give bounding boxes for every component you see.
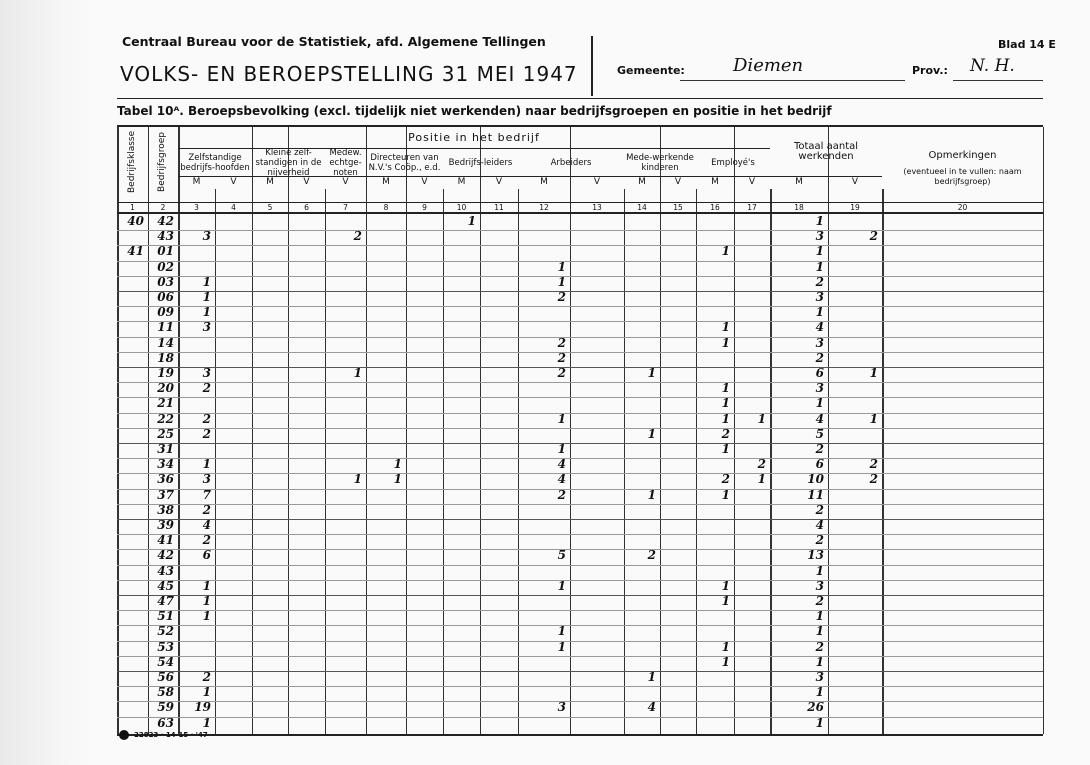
row-rule bbox=[117, 565, 1043, 566]
sex-label: V bbox=[303, 177, 310, 187]
table-cell: 1 bbox=[557, 442, 566, 456]
sheet-number: Blad 14 E bbox=[998, 38, 1056, 51]
group-header: Medew. echtge-noten bbox=[329, 147, 362, 178]
table-cell: 02 bbox=[157, 259, 174, 274]
table-cell: 1 bbox=[647, 670, 656, 684]
table-cell: 63 bbox=[157, 715, 174, 730]
table-cell: 1 bbox=[815, 715, 824, 730]
table-cell: 06 bbox=[157, 290, 174, 304]
table-cell: 2 bbox=[815, 594, 824, 608]
table-cell: 43 bbox=[157, 229, 174, 244]
table-cell: 2 bbox=[815, 533, 824, 548]
sex-label: V bbox=[593, 177, 601, 187]
row-rule bbox=[117, 489, 1043, 490]
sex-label: V bbox=[851, 177, 859, 187]
table-cell: 2 bbox=[815, 502, 824, 517]
row-rule bbox=[117, 717, 1043, 718]
table-cell: 43 bbox=[157, 563, 174, 578]
table-cell: 2 bbox=[557, 366, 566, 380]
column-number: 8 bbox=[383, 203, 389, 212]
table-cell: 56 bbox=[157, 670, 174, 684]
gemeente-value: Diemen bbox=[733, 55, 804, 76]
table-cell: 19 bbox=[157, 366, 174, 380]
row-rule bbox=[117, 413, 1043, 414]
positie-heading: Positie in het bedrijf bbox=[408, 130, 540, 144]
table-cell: 1 bbox=[721, 487, 730, 502]
table-cell: 10 bbox=[807, 472, 824, 487]
print-code: 22823 · 14-15 · '47 bbox=[134, 731, 208, 739]
row-rule bbox=[117, 504, 1043, 505]
table-cell: 3 bbox=[815, 381, 824, 396]
table-cell: 2 bbox=[647, 548, 656, 563]
gemeente-label: Gemeente: bbox=[617, 64, 685, 77]
row-rule bbox=[117, 519, 1043, 520]
table-cell: 21 bbox=[157, 396, 174, 411]
table-cell: 4 bbox=[815, 411, 824, 426]
table-cell: 1 bbox=[557, 274, 566, 289]
column-number: 3 bbox=[194, 203, 199, 212]
table-cell: 1 bbox=[557, 259, 566, 274]
table-cell: 26 bbox=[807, 700, 824, 715]
table-cell: 2 bbox=[721, 472, 730, 487]
column-number: 12 bbox=[539, 203, 549, 212]
row-rule bbox=[117, 261, 1043, 262]
sex-label: M bbox=[457, 177, 466, 187]
column-rule bbox=[1043, 127, 1044, 734]
table-cell: 2 bbox=[815, 274, 824, 289]
column-rule bbox=[570, 127, 571, 734]
number-rule bbox=[117, 212, 1043, 214]
table-cell: 1 bbox=[721, 442, 730, 456]
column-rule bbox=[480, 127, 481, 734]
header-divider bbox=[591, 36, 593, 96]
column-number: 16 bbox=[710, 203, 720, 212]
column-rule bbox=[288, 127, 289, 734]
table-cell: 03 bbox=[157, 274, 174, 289]
table-cell: 2 bbox=[815, 350, 824, 365]
table-cell: 6 bbox=[815, 366, 824, 380]
table-cell: 5 bbox=[557, 548, 566, 563]
table-cell: 1 bbox=[815, 259, 824, 274]
table-cell: 19 bbox=[194, 700, 211, 715]
sex-label: M bbox=[540, 177, 548, 187]
column-number: 7 bbox=[343, 203, 348, 212]
table-cell: 11 bbox=[157, 320, 174, 335]
row-rule bbox=[117, 276, 1043, 277]
table-cell: 1 bbox=[757, 472, 766, 487]
table-cell: 1 bbox=[815, 214, 824, 228]
opmerkingen-header: Opmerkingen bbox=[928, 150, 997, 161]
table-cell: 1 bbox=[757, 411, 766, 426]
column-number: 4 bbox=[231, 203, 236, 212]
prov-value: N. H. bbox=[970, 56, 1015, 76]
sex-label: M bbox=[795, 177, 803, 187]
bedrijfsklasse-header: Bedrijfsklasse bbox=[127, 130, 137, 193]
scan-margin bbox=[0, 0, 95, 765]
header-rule bbox=[117, 98, 1043, 99]
table-cell: 1 bbox=[557, 578, 566, 593]
column-rule bbox=[325, 189, 326, 734]
column-number: 11 bbox=[494, 203, 504, 212]
column-rule bbox=[624, 189, 625, 734]
row-rule bbox=[117, 686, 1043, 687]
sex-label: V bbox=[342, 177, 349, 187]
table-cell: 6 bbox=[815, 457, 824, 472]
column-rule bbox=[734, 127, 735, 734]
sex-label: M bbox=[711, 177, 719, 187]
table-cell: 2 bbox=[202, 502, 211, 517]
table-cell: 42 bbox=[157, 548, 174, 563]
table-cell: 4 bbox=[815, 320, 824, 335]
table-cell: 1 bbox=[202, 290, 211, 304]
column-rule bbox=[406, 127, 407, 734]
sex-label: V bbox=[748, 177, 756, 187]
row-rule bbox=[117, 443, 1043, 444]
table-cell: 3 bbox=[815, 335, 824, 350]
table-cell: 14 bbox=[157, 335, 174, 350]
table-cell: 1 bbox=[202, 609, 211, 624]
column-number: 9 bbox=[422, 203, 427, 212]
row-rule bbox=[117, 641, 1043, 642]
column-rule bbox=[443, 189, 444, 734]
table-cell: 1 bbox=[815, 685, 824, 700]
column-number: 14 bbox=[637, 203, 647, 212]
table-cell: 58 bbox=[157, 685, 174, 700]
table-cell: 1 bbox=[202, 274, 211, 289]
table-cell: 39 bbox=[157, 518, 174, 532]
table-cell: 3 bbox=[202, 366, 211, 380]
table-cell: 1 bbox=[815, 244, 824, 259]
group-header: Arbeiders bbox=[550, 157, 592, 168]
row-rule bbox=[117, 701, 1043, 702]
row-rule bbox=[117, 610, 1043, 611]
table-cell: 2 bbox=[869, 472, 878, 487]
printer-logo-icon bbox=[119, 730, 129, 740]
table-cell: 36 bbox=[157, 472, 174, 487]
table-cell: 51 bbox=[157, 609, 174, 624]
table-cell: 3 bbox=[815, 290, 824, 304]
table-cell: 25 bbox=[157, 426, 174, 441]
table-cell: 4 bbox=[557, 457, 566, 472]
table-cell: 1 bbox=[721, 639, 730, 654]
table-cell: 1 bbox=[353, 472, 362, 487]
table-cell: 45 bbox=[157, 578, 174, 593]
group-header: Bedrijfs-leiders bbox=[448, 157, 513, 168]
table-cell: 42 bbox=[157, 214, 174, 228]
table-cell: 54 bbox=[157, 654, 174, 669]
table-cell: 1 bbox=[721, 381, 730, 396]
table-cell: 31 bbox=[157, 442, 174, 456]
row-rule bbox=[117, 321, 1043, 322]
row-rule bbox=[117, 625, 1043, 626]
table-cell: 37 bbox=[157, 487, 174, 502]
table-cell: 2 bbox=[557, 487, 566, 502]
table-cell: 2 bbox=[202, 411, 211, 426]
sex-label: M bbox=[192, 177, 201, 187]
row-rule bbox=[117, 352, 1043, 353]
table-cell: 1 bbox=[721, 578, 730, 593]
table-cell: 53 bbox=[157, 639, 174, 654]
sex-label: V bbox=[495, 177, 503, 187]
group-header: Mede-werkende kinderen bbox=[626, 152, 694, 173]
table-cell: 1 bbox=[557, 411, 566, 426]
sex-label: M bbox=[382, 177, 390, 187]
table-cell: 1 bbox=[721, 335, 730, 350]
table-cell: 2 bbox=[202, 426, 211, 441]
table-cell: 2 bbox=[757, 457, 766, 472]
table-cell: 6 bbox=[202, 548, 211, 563]
sex-label: V bbox=[421, 177, 428, 187]
table-cell: 1 bbox=[721, 396, 730, 411]
row-rule bbox=[117, 458, 1043, 459]
column-number: 10 bbox=[456, 203, 467, 212]
row-rule bbox=[117, 428, 1043, 429]
table-cell: 59 bbox=[157, 700, 174, 715]
column-number: 19 bbox=[850, 203, 860, 212]
table-cell: 1 bbox=[393, 472, 402, 487]
table-cell: 1 bbox=[647, 487, 656, 502]
sex-label: M bbox=[638, 177, 646, 187]
row-rule bbox=[117, 245, 1043, 246]
sex-label: V bbox=[230, 177, 237, 187]
table-cell: 41 bbox=[127, 244, 144, 259]
table-cell: 1 bbox=[393, 457, 402, 472]
table-cell: 34 bbox=[157, 457, 174, 472]
table-cell: 3 bbox=[202, 320, 211, 335]
column-number: 5 bbox=[267, 203, 273, 212]
table-cell: 4 bbox=[202, 518, 211, 532]
sex-label: M bbox=[266, 177, 274, 187]
prov-label: Prov.: bbox=[912, 64, 948, 77]
group-header: Zelfstandige bedrijfs-hoofden bbox=[180, 152, 250, 173]
column-number: 18 bbox=[794, 203, 804, 212]
table-cell: 1 bbox=[869, 411, 878, 426]
table-cell: 2 bbox=[557, 290, 566, 304]
column-rule bbox=[252, 127, 253, 734]
row-rule bbox=[117, 656, 1043, 657]
table-cell: 20 bbox=[157, 381, 174, 396]
column-number: 15 bbox=[673, 203, 683, 212]
table-cell: 5 bbox=[815, 426, 824, 441]
form-title: VOLKS- EN BEROEPSTELLING 31 MEI 1947 bbox=[120, 62, 578, 86]
organisation-name: Centraal Bureau voor de Statistiek, afd. Algemene Tellingen bbox=[122, 34, 546, 49]
table-cell: 22 bbox=[157, 411, 174, 426]
column-number: 2 bbox=[160, 203, 166, 212]
column-number: 6 bbox=[304, 203, 309, 212]
table-cell: 7 bbox=[202, 487, 211, 502]
table-cell: 2 bbox=[869, 457, 878, 472]
row-rule bbox=[117, 595, 1043, 596]
table-cell: 3 bbox=[202, 472, 211, 487]
table-cell: 2 bbox=[353, 229, 362, 244]
table-cell: 1 bbox=[202, 305, 211, 320]
table-cell: 09 bbox=[157, 305, 174, 320]
column-rule bbox=[660, 127, 661, 734]
table-cell: 41 bbox=[157, 533, 174, 548]
table-cell: 1 bbox=[202, 685, 211, 700]
row-rule bbox=[117, 382, 1043, 383]
row-rule bbox=[117, 230, 1043, 231]
gemeente-line bbox=[680, 80, 905, 81]
table-caption: Tabel 10ᴬ. Beroepsbevolking (excl. tijdelijk niet werkenden) naar bedrijfsgroepen en positie in het bedrijf bbox=[117, 104, 832, 118]
column-rule bbox=[828, 127, 829, 734]
bedrijfsgroep-header: Bedrijfsgroep bbox=[157, 132, 167, 192]
table-cell: 1 bbox=[202, 457, 211, 472]
table-cell: 1 bbox=[202, 578, 211, 593]
group-header: Employé's bbox=[711, 157, 755, 168]
table-cell: 47 bbox=[157, 594, 174, 608]
table-cell: 3 bbox=[202, 229, 211, 244]
group-header: Directeuren van N.V.'s Coöp., e.d. bbox=[368, 152, 441, 173]
table-cell: 2 bbox=[557, 335, 566, 350]
table-cell: 1 bbox=[815, 609, 824, 624]
table-cell: 1 bbox=[721, 654, 730, 669]
opmerkingen-subheader: (eventueel in te vullen: naam bedrijfsgroep) bbox=[903, 167, 1022, 186]
row-rule bbox=[117, 580, 1043, 581]
row-rule bbox=[117, 367, 1043, 368]
table-cell: 4 bbox=[557, 472, 566, 487]
row-rule bbox=[117, 473, 1043, 474]
table-cell: 1 bbox=[815, 563, 824, 578]
row-rule bbox=[117, 549, 1043, 550]
table-cell: 1 bbox=[815, 624, 824, 639]
row-rule bbox=[117, 397, 1043, 398]
table-cell: 4 bbox=[647, 700, 656, 715]
sex-label: V bbox=[674, 177, 682, 187]
table-cell: 1 bbox=[721, 411, 730, 426]
table-cell: 3 bbox=[557, 700, 566, 715]
table-cell: 2 bbox=[202, 381, 211, 396]
table-cell: 3 bbox=[815, 229, 824, 244]
table-cell: 1 bbox=[202, 715, 211, 730]
table-bottom-rule bbox=[117, 734, 1043, 736]
table-cell: 1 bbox=[869, 366, 878, 380]
table-cell: 3 bbox=[815, 670, 824, 684]
table-cell: 2 bbox=[815, 639, 824, 654]
table-cell: 38 bbox=[157, 502, 174, 517]
table-cell: 2 bbox=[815, 442, 824, 456]
row-rule bbox=[117, 337, 1043, 338]
table-cell: 1 bbox=[815, 305, 824, 320]
table-cell: 40 bbox=[127, 214, 144, 228]
table-cell: 1 bbox=[647, 366, 656, 380]
table-cell: 1 bbox=[721, 594, 730, 608]
table-cell: 1 bbox=[721, 244, 730, 259]
row-rule bbox=[117, 534, 1043, 535]
column-number: 13 bbox=[592, 203, 602, 212]
table-cell: 3 bbox=[815, 578, 824, 593]
row-rule bbox=[117, 291, 1043, 292]
table-cell: 01 bbox=[157, 244, 174, 259]
table-cell: 1 bbox=[467, 214, 476, 228]
table-cell: 1 bbox=[557, 624, 566, 639]
table-cell: 2 bbox=[202, 670, 211, 684]
table-cell: 52 bbox=[157, 624, 174, 639]
column-rule bbox=[366, 127, 367, 734]
column-number: 1 bbox=[130, 203, 135, 212]
column-number: 20 bbox=[957, 203, 968, 212]
table-cell: 1 bbox=[815, 654, 824, 669]
prov-line bbox=[953, 80, 1043, 81]
group-header: Kleine zelf-standigen in de nijverheid bbox=[255, 147, 322, 178]
table-cell: 1 bbox=[721, 320, 730, 335]
table-cell: 18 bbox=[157, 350, 174, 365]
table-cell: 1 bbox=[647, 426, 656, 441]
column-rule bbox=[882, 189, 884, 734]
table-cell: 2 bbox=[721, 426, 730, 441]
column-rule bbox=[215, 189, 216, 734]
table-cell: 11 bbox=[807, 487, 824, 502]
table-cell: 2 bbox=[557, 350, 566, 365]
table-cell: 4 bbox=[815, 518, 824, 532]
row-rule bbox=[117, 306, 1043, 307]
table-cell: 1 bbox=[202, 594, 211, 608]
table-cell: 13 bbox=[807, 548, 824, 563]
table-cell: 2 bbox=[869, 229, 878, 244]
row-rule bbox=[117, 671, 1043, 672]
table-cell: 1 bbox=[353, 366, 362, 380]
column-number: 17 bbox=[747, 203, 757, 212]
totaal-header: Totaal aantal werkenden bbox=[793, 140, 859, 162]
table-cell: 1 bbox=[557, 639, 566, 654]
table-cell: 1 bbox=[815, 396, 824, 411]
table-cell: 2 bbox=[202, 533, 211, 548]
